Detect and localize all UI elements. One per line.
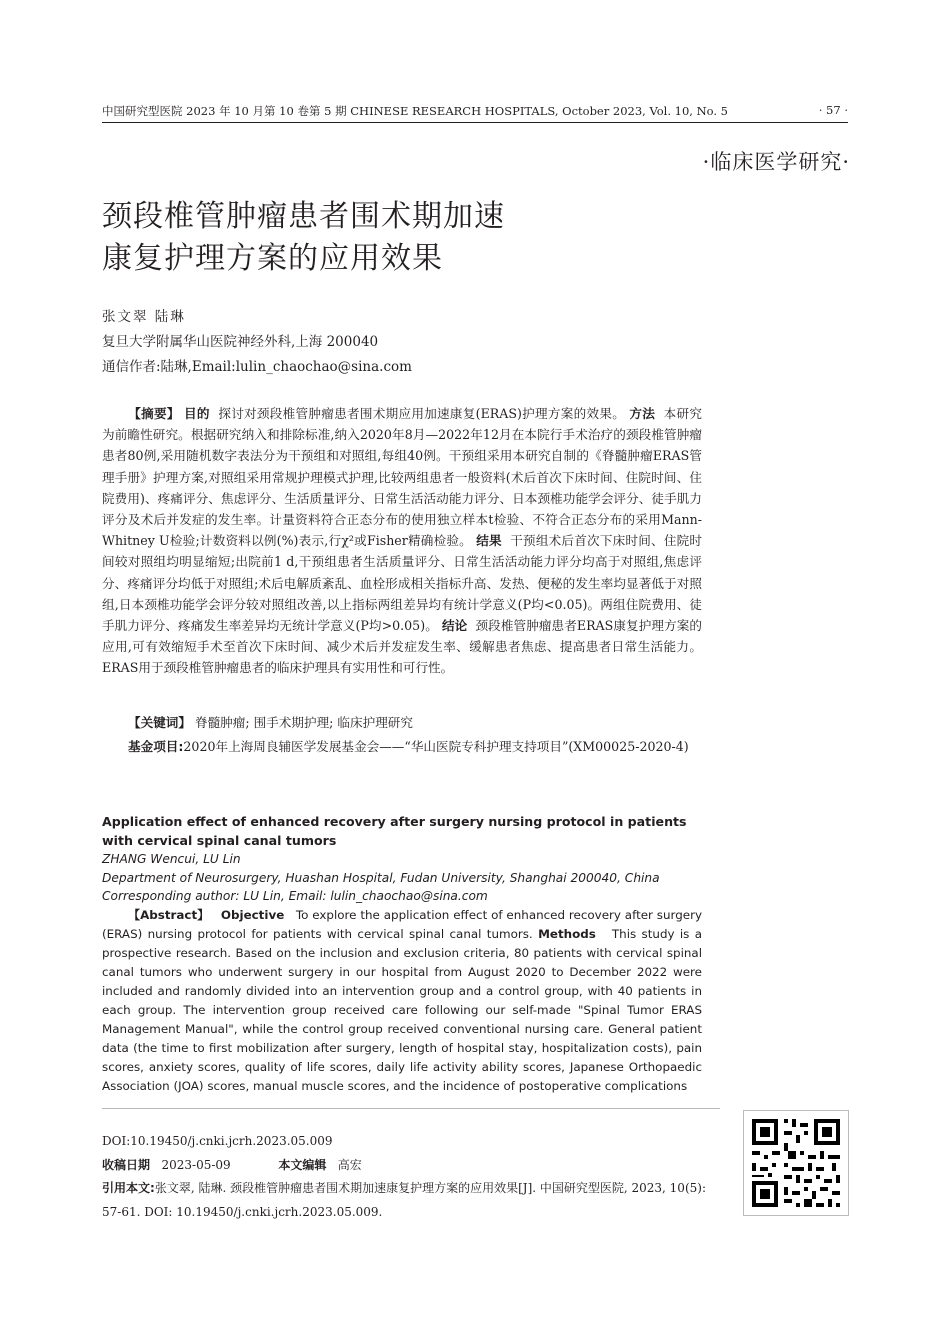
english-methods-text: This study is a prospective research. Based on the inclusion and exclusion criteria, 80 patients with cervical spinal canal tumors who underwent surgery in our hospital from August 2020 to December 2022 were included and randomly divided into an intervention group and a control group, with 40 patients in each group. The intervention group received care following our self-made "Spinal Tumor ERAS Management Manual", while the control group received conventional nursing care. General patient data (the time to first mobilization after surgery, length of hospital stay, hospitalization costs), pain scores, anxiety scores, quality of life scores, daily life activity ability scores, Japanese Orthopaedic Association (JOA) scores, manual muscle scores, and the incidence of postoperative complications: [102, 927, 702, 1093]
cite-line: [102, 1177, 722, 1224]
results-label: 结果: [476, 533, 502, 549]
objective-text: 探讨对颈段椎管肿瘤患者围术期应用加速康复(ERAS)护理方案的效果。: [218, 406, 626, 421]
article-title: [102, 196, 505, 280]
fund-text: 2020年上海周良辅医学发展基金会——“华山医院专科护理支持项目”(XM00025-2020-4): [183, 739, 689, 754]
received-line: [102, 1154, 722, 1178]
english-affiliation: Department of Neurosurgery, Huashan Hospital, Fudan University, Shanghai 200040, China: [102, 871, 660, 885]
english-title: Application effect of enhanced recovery after surgery nursing protocol in patients with cervical spinal canal tumors: [102, 814, 687, 848]
english-abstract-label: 【Abstract】: [128, 908, 210, 922]
keywords: [102, 712, 702, 733]
title-line-2: 康复护理方案的应用效果: [102, 241, 443, 276]
cite-label: 引用本文:: [102, 1181, 155, 1195]
qr-code-icon: [743, 1110, 849, 1216]
conclusion-text: 颈段椎管肿瘤患者ERAS康复护理方案的应用,可有效缩短手术至首次下床时间、减少术后并发症发生率、缓解患者焦虑、提高患者日常生活能力。ERAS用于颈段椎管肿瘤患者的临床护理具有实用性和可行性。: [102, 618, 702, 676]
doi-text: DOI:10.19450/j.cnki.jcrh.2023.05.009: [102, 1134, 333, 1148]
abstract-zh: [102, 403, 702, 679]
section-label: ·临床医学研究·: [702, 150, 850, 174]
english-objective-label: Objective: [220, 908, 285, 922]
running-header: [102, 103, 848, 119]
corresponding-author: 通信作者:陆琳,Email:lulin_chaochao@sina.com: [102, 359, 412, 375]
authors: 张文翠 陆琳: [102, 309, 186, 325]
running-header-text: 中国研究型医院 2023 年 10 月第 10 卷第 5 期 CHINESE RESEARCH HOSPITALS, October 2023, Vol. 10, No. 5: [102, 104, 728, 118]
title-line-1: 颈段椎管肿瘤患者围术期加速: [102, 199, 505, 234]
fund: [102, 736, 702, 757]
received-date: 2023-05-09: [161, 1157, 231, 1172]
english-corresponding: Corresponding author: LU Lin, Email: lulin_chaochao@sina.com: [102, 889, 488, 903]
results-text: 干预组术后首次下床时间、住院时间较对照组均明显缩短;出院前1 d,干预组患者生活质量评分、日常生活活动能力评分均高于对照组,焦虑评分、疼痛评分均低于对照组;术后电解质紊乱、血栓形成相关指标升高、发热、便秘的发生率均显著低于对照组,日本颈椎功能学会评分较对照组改善,以上指标两组差异均有统计学意义(P均<0.05)。两组住院费用、徒手肌力评分、疼痛发生率差异均无统计学意义(P均>0.05)。: [102, 533, 703, 634]
doi-line: [102, 1130, 722, 1154]
footer-rule: [102, 1108, 720, 1109]
page-number: · 57 ·: [818, 103, 848, 117]
english-objective-text: To explore the application effect of enhanced recovery after surgery (ERAS) nursing protocol for patients with cervical spinal canal tumors.: [102, 908, 703, 941]
footer: [102, 1130, 722, 1224]
fund-label: 基金项目:: [128, 739, 184, 754]
affiliation: 复旦大学附属华山医院神经外科,上海 200040: [102, 334, 379, 350]
qr-code-graphic: [744, 1111, 848, 1215]
keywords-text: 脊髓肿瘤; 围手术期护理; 临床护理研究: [194, 715, 413, 730]
editor-label: 本文编辑: [278, 1157, 327, 1172]
methods-label: 方法: [629, 406, 656, 421]
received-label: 收稿日期: [102, 1157, 151, 1172]
header-rule: [102, 122, 848, 123]
methods-text: 本研究为前瞻性研究。根据研究纳入和排除标准,纳入2020年8月—2022年12月在本院行手术治疗的颈段椎管肿瘤患者80例,采用随机数字表法分为干预组和对照组,每组40例。干预组采用本研究自制的《脊髓肿瘤ERAS管理手册》护理方案,对照组采用常规护理模式护理,比较两组患者一般资料(术后首次下床时间、住院时间、住院费用)、疼痛评分、焦虑评分、生活质量评分、日常生活活动能力评分、日本颈椎功能学会评分、徒手肌力评分及术后并发症的发生率。计量资料符合正态分布的使用独立样本t检验、不符合正态分布的采用Mann-Whitney U检验;计数资料以例(%)表示,行χ²或Fisher精确检验。: [102, 406, 702, 549]
abstract-label: 【摘要】: [128, 406, 180, 421]
conclusion-label: 结论: [441, 618, 468, 634]
english-abstract: [102, 906, 702, 1096]
keywords-label: 【关键词】: [128, 715, 191, 730]
english-authors: ZHANG Wencui, LU Lin: [102, 852, 241, 866]
objective-label: 目的: [184, 406, 210, 421]
editor-name: 高宏: [337, 1157, 362, 1172]
english-methods-label: Methods: [538, 927, 596, 941]
cite-text: 张文翠, 陆琳. 颈段椎管肿瘤患者围术期加速康复护理方案的应用效果[J]. 中国研究型医院, 2023, 10(5): 57-61. DOI: 10.19450/j.cnki.jcrh.2023.05.009.: [102, 1181, 706, 1219]
